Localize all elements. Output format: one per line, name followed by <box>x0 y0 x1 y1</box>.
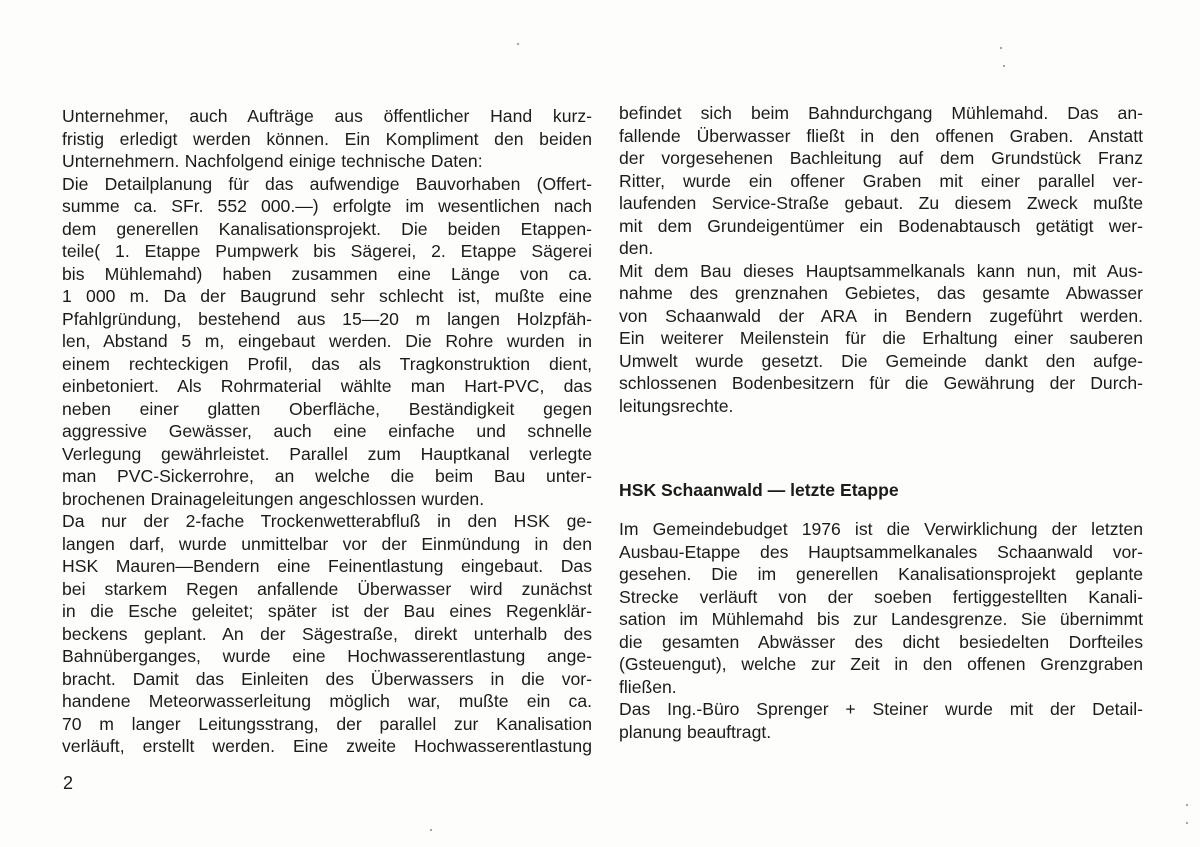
left-column-text <box>62 105 592 758</box>
scan-speck <box>1186 804 1188 806</box>
text-line: befindet sich beim Bahndurchgang Mühlemahd. Das an- <box>619 103 1143 123</box>
text-line: bei starkem Regen anfallende Überwasser wird zunächst <box>62 578 592 599</box>
text-line: Das Ing.-Büro Sprenger + Steiner wurde mit der Detail- <box>619 699 1143 719</box>
text-line: neben einer glatten Oberfläche, Beständigkeit gegen <box>62 398 592 419</box>
text-line: Umwelt wurde gesetzt. Die Gemeinde dankt den aufge- <box>619 350 1143 371</box>
text-line: bracht. Damit das Einleiten des Überwassers in die vor- <box>62 668 592 689</box>
text-line: die gesamten Abwässer des dicht besiedelten Dorfteiles <box>619 631 1143 652</box>
text-line: beckens geplant. An der Sägestraße, direkt unterhalb des <box>62 623 592 644</box>
text-line: 70 m langer Leitungsstrang, der parallel zur Kanalisation <box>62 713 592 734</box>
text-line: verläuft, erstellt werden. Eine zweite Hochwasserentlastung <box>62 736 592 756</box>
scan-speck <box>1003 65 1005 67</box>
text-line: sation im Mühlemahd bis zur Landesgrenze. Sie übernimmt <box>619 609 1143 629</box>
text-line: einbetoniert. Als Rohrmaterial wählte man Hart-PVC, das <box>62 376 592 396</box>
text-line: man PVC-Sickerrohre, an welche die beim Bau unter- <box>62 466 592 486</box>
text-line: einem rechteckigen Profil, das als Tragkonstruktion dient, <box>62 353 592 374</box>
section-body-text <box>619 518 1143 743</box>
scan-speck <box>1000 47 1002 49</box>
text-line: Unternehmer, auch Aufträge aus öffentlicher Hand kurz- <box>62 106 592 126</box>
text-line: gesehen. Die im generellen Kanalisationsprojekt geplante <box>619 564 1143 584</box>
text-line: Verlegung gewährleistet. Parallel zum Hauptkanal verlegte <box>62 443 592 464</box>
text-line: Ausbau-Etappe des Hauptsammelkanales Schaanwald vor- <box>619 541 1143 562</box>
text-line: leitungsrechte. <box>619 395 734 416</box>
text-line: teile( 1. Etappe Pumpwerk bis Sägerei, 2. Etappe Sägerei <box>62 241 592 261</box>
text-line: den. <box>619 238 654 258</box>
text-line: Bahnüberganges, wurde eine Hochwasserentlastung ange- <box>62 646 592 666</box>
text-line: Ritter, wurde ein offener Graben mit einer parallel ver- <box>619 170 1143 191</box>
text-line: Mit dem Bau dieses Hauptsammelkanals kann nun, mit Aus- <box>619 260 1143 281</box>
text-line: HSK Mauren—Bendern eine Feinentlastung eingebaut. Das <box>62 556 592 576</box>
scan-speck <box>517 43 519 45</box>
text-line: nahme des grenznahen Gebietes, das gesamte Abwasser <box>619 283 1143 303</box>
text-line: langen darf, wurde unmittelbar vor der Einmündung in den <box>62 533 592 554</box>
text-line: bis Mühlemahd) haben zusammen eine Länge von ca. <box>62 263 592 284</box>
text-line: planung beauftragt. <box>619 721 772 742</box>
text-line: schlossenen Bodenbesitzern für die Gewährung der Durch- <box>619 373 1143 393</box>
text-line: von Schaanwald der ARA in Bendern zugeführt werden. <box>619 305 1143 326</box>
text-line: mit dem Grundeigentümer ein Bodenabtausch getätigt wer- <box>619 215 1143 236</box>
text-line: summe ca. SFr. 552 000.—) erfolgte im wesentlichen nach <box>62 196 592 216</box>
text-line: fristig erledigt werden können. Ein Kompliment den beiden <box>62 128 592 149</box>
text-line: Unternehmern. Nachfolgend einige technische Daten: <box>62 151 483 171</box>
text-line: Strecke verläuft von der soeben fertiggestellten Kanali- <box>619 586 1143 607</box>
text-line: len, Abstand 5 m, eingebaut werden. Die Rohre wurden in <box>62 331 592 351</box>
text-line: fallende Überwasser fließt in den offenen Graben. Anstatt <box>619 125 1143 146</box>
text-line: aggressive Gewässer, auch eine einfache und schnelle <box>62 421 592 441</box>
section-heading: HSK Schaanwald — letzte Etappe <box>619 480 899 500</box>
text-line: der vorgesehenen Bachleitung auf dem Grundstück Franz <box>619 148 1143 168</box>
page-number: 2 <box>63 773 74 793</box>
text-line: in die Esche geleitet; später ist der Bau eines Regenklär- <box>62 601 592 621</box>
text-line: Pfahlgründung, bestehend aus 15—20 m langen Holzpfäh- <box>62 308 592 329</box>
text-line: brochenen Drainageleitungen angeschlossen wurden. <box>62 488 485 509</box>
text-line: Ein weiterer Meilenstein für die Erhaltung einer sauberen <box>619 328 1143 348</box>
right-column-text <box>619 102 1143 417</box>
scan-speck <box>430 829 432 831</box>
text-line: laufenden Service-Straße gebaut. Zu diesem Zweck mußte <box>619 193 1143 213</box>
text-line: (Gsteuengut), welche zur Zeit in den offenen Grenzgraben <box>619 654 1143 674</box>
text-line: Im Gemeindebudget 1976 ist die Verwirklichung der letzten <box>619 519 1143 539</box>
text-line: Da nur der 2-fache Trockenwetterabfluß in den HSK ge- <box>62 511 592 531</box>
text-line: 1 000 m. Da der Baugrund sehr schlecht ist, mußte eine <box>62 286 592 306</box>
text-line: handene Meteorwasserleitung möglich war, mußte ein ca. <box>62 691 592 711</box>
scan-speck <box>1186 822 1188 824</box>
text-line: dem generellen Kanalisationsprojekt. Die beiden Etappen- <box>62 218 592 239</box>
text-line: Die Detailplanung für das aufwendige Bauvorhaben (Offert- <box>62 173 592 194</box>
text-line: fließen. <box>619 676 677 697</box>
